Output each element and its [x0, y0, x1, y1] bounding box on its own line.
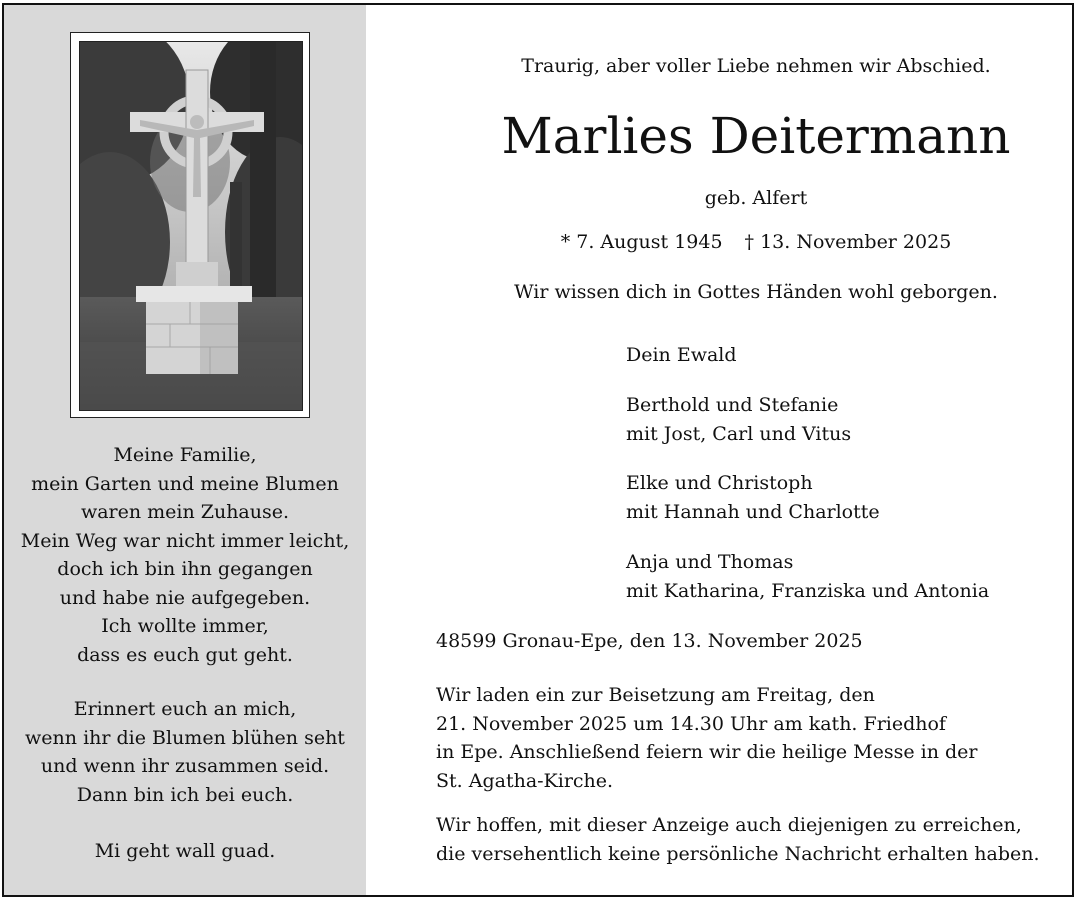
notice-line: die versehentlich keine persönliche Nachricht erhalten haben.: [436, 842, 1040, 865]
maiden-name: geb. Alfert: [704, 187, 808, 209]
poem-line: mein Garten und meine Blumen: [31, 472, 339, 495]
family-group: [626, 341, 737, 370]
poem-line: waren mein Zuhause.: [80, 501, 290, 523]
poem-line: doch ich bin ihn gegangen: [57, 558, 313, 580]
family-line: Elke und Christoph: [626, 472, 813, 494]
family-line: mit Jost, Carl und Vitus: [626, 422, 852, 445]
photo-frame: [70, 32, 310, 418]
crucifix-image: [80, 42, 302, 410]
poem-line: Meine Familie,: [113, 444, 257, 466]
family-line: Anja und Thomas: [626, 551, 794, 573]
poem-stanza-1: [4, 441, 366, 669]
dates-line: [456, 231, 1056, 253]
funeral-line: St. Agatha-Kirche.: [436, 769, 614, 792]
family-group: [626, 548, 989, 605]
family-line: Dein Ewald: [626, 344, 737, 366]
funeral-info: [436, 681, 978, 795]
family-group: [626, 469, 880, 526]
funeral-line: 21. November 2025 um 14.30 Uhr am kath. Friedhof: [436, 712, 946, 735]
poem-line: Erinnert euch an mich,: [73, 698, 297, 720]
poem-line: dass es euch gut geht.: [77, 643, 293, 666]
birth-date: * 7. August 1945: [560, 231, 723, 253]
family-group: [626, 391, 851, 448]
poem-closing: [4, 837, 366, 866]
deceased-name: Marlies Deitermann: [501, 107, 1011, 165]
poem-line: Mein Weg war nicht immer leicht,: [20, 529, 350, 552]
poem-line: und habe nie aufgegeben.: [59, 586, 311, 609]
family-line: mit Hannah und Charlotte: [626, 500, 880, 523]
place-date: 48599 Gronau-Epe, den 13. November 2025: [436, 630, 863, 652]
obituary-notice: [2, 3, 1074, 897]
notice-text: [436, 811, 1040, 868]
family-line: mit Katharina, Franziska und Antonia: [626, 579, 990, 602]
crucifix-photo: [79, 41, 303, 411]
poem-line: Dann bin ich bei euch.: [76, 783, 294, 806]
poem-line: Mi geht wall guad.: [94, 840, 276, 862]
intro-line: Traurig, aber voller Liebe nehmen wir Abschied.: [521, 55, 991, 77]
death-date: † 13. November 2025: [744, 231, 952, 253]
poem-stanza-2: [4, 695, 366, 809]
poem-line: und wenn ihr zusammen seid.: [40, 755, 330, 777]
funeral-line: in Epe. Anschließend feiern wir die heilige Messe in der: [436, 741, 978, 763]
sidebar: [4, 5, 366, 895]
main-content: [366, 5, 1072, 895]
family-line: Berthold und Stefanie: [626, 394, 839, 416]
notice-line: Wir hoffen, mit dieser Anzeige auch diejenigen zu erreichen,: [436, 814, 1022, 836]
motto-line: Wir wissen dich in Gottes Händen wohl geborgen.: [514, 281, 998, 303]
poem-line: Ich wollte immer,: [101, 615, 269, 637]
funeral-line: Wir laden ein zur Beisetzung am Freitag, den: [436, 684, 875, 706]
poem-line: wenn ihr die Blumen blühen seht: [25, 726, 345, 749]
